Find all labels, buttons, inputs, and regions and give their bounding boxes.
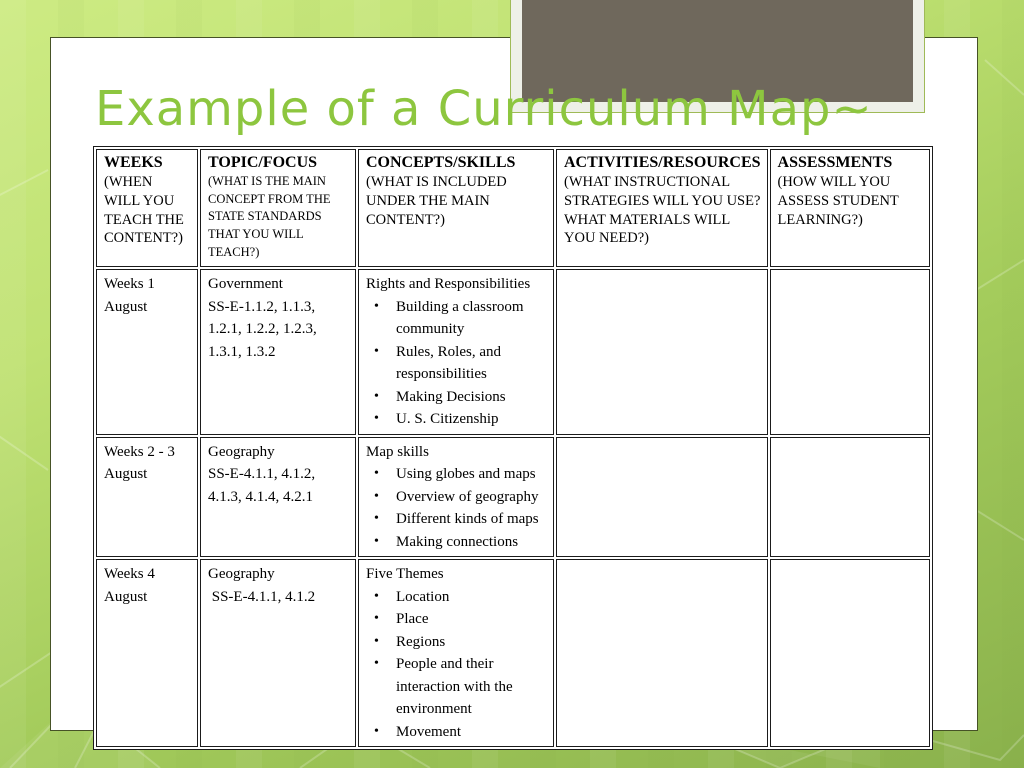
bullet-item [366,608,547,631]
header-subtitle: (HOW WILL YOU ASSESS STUDENT LEARNING?) [777,173,903,228]
bullet-dot-icon: • [374,343,379,359]
cell-activities [556,437,768,558]
bullet-text: Overview of geography [396,488,539,505]
bullet-text: Location [396,588,450,605]
cell-assessments [770,559,930,747]
topic-line: SS-E-1.1.2, 1.1.3, [208,298,316,315]
topic-line: SS-E-4.1.1, 4.1.2, [208,466,316,482]
header-cell-concepts-skills [358,149,554,267]
bullet-dot-icon: • [374,411,379,426]
table-row-weeks-4 [96,559,930,747]
concepts-heading: Map skills [366,443,429,460]
cell-weeks [96,437,198,558]
header-subtitle: (WHAT INSTRUCTIONAL STRATEGIES WILL YOU USE? WHAT MATERIALS WILL YOU NEED?) [564,173,768,247]
weeks-line: Weeks 2 - 3 [104,443,175,460]
header-cell-assessments [770,149,930,267]
cell-activities [556,559,768,747]
weeks-line: Weeks 1 [104,276,155,292]
table-row-weeks-2-3 [96,437,930,558]
cell-topic [200,269,356,435]
weeks-line: Weeks 4 [104,566,155,582]
header-title: ACTIVITIES/RESOURCES [564,154,761,171]
cell-weeks [96,559,198,747]
header-title: ASSESSMENTS [777,154,893,171]
header-title: CONCEPTS/SKILLS [366,154,516,171]
bullet-item [366,408,547,431]
bullet-dot-icon: • [374,298,379,314]
presentation-slide [50,37,978,740]
bullet-item [366,531,547,554]
bullet-text: Different kinds of maps [396,511,539,527]
bullet-dot-icon: • [374,511,379,526]
bullet-dot-icon: • [374,723,379,739]
bullet-dot-icon: • [374,388,379,404]
bullet-text: Building a classroom community [396,298,524,337]
bullet-text: Making Decisions [396,388,506,405]
topic-line: SS-E-4.1.1, 4.1.2 [208,588,316,605]
bullet-dot-icon: • [374,656,379,671]
bullet-item [366,486,547,509]
bullet-item [366,386,547,409]
topic-line: 1.2.1, 1.2.2, 1.2.3, [208,321,317,337]
bullet-text: Rules, Roles, and responsibilities [396,343,501,382]
header-subtitle: (WHEN WILL YOU TEACH THE CONTENT?) [104,173,188,247]
header-subtitle: (WHAT IS THE MAIN CONCEPT FROM THE STATE STANDARDS THAT YOU WILL TEACH?) [208,173,334,259]
bullet-text: Using globes and maps [396,466,536,482]
cell-assessments [770,437,930,558]
bullet-item [366,341,547,386]
curriculum-map-table [93,146,933,750]
cell-activities [556,269,768,435]
topic-line: 1.3.1, 1.3.2 [208,343,276,360]
bullet-dot-icon: • [374,611,379,626]
cell-assessments [770,269,930,435]
bullet-dot-icon: • [374,488,379,504]
topic-line: 4.1.3, 4.1.4, 4.2.1 [208,488,313,505]
topic-line: Government [208,276,283,292]
bullet-item [366,721,547,744]
cell-weeks [96,269,198,435]
bullet-text: People and their interaction with the environment [396,656,513,717]
slide-title: Example of a Curriculum Map~ [95,81,873,137]
bullet-text: Movement [396,723,461,740]
header-subtitle: (WHAT IS INCLUDED UNDER THE MAIN CONTENT?) [366,173,511,228]
cell-topic [200,437,356,558]
header-title: WEEKS [104,154,163,171]
cell-concepts [358,559,554,747]
bullet-dot-icon: • [374,466,379,481]
topic-line: Geography [208,443,275,460]
bullet-item [366,586,547,609]
bullet-item [366,296,547,341]
header-cell-activities-resources [556,149,768,267]
bullet-dot-icon: • [374,533,379,549]
cell-concepts [358,437,554,558]
bullet-item [366,631,547,654]
header-cell-topic-focus [200,149,356,267]
bullet-text: U. S. Citizenship [396,411,499,427]
weeks-line: August [104,588,148,605]
bullet-item [366,653,547,721]
bullet-item [366,463,547,486]
table-row-weeks-1 [96,269,930,435]
bullet-dot-icon: • [374,588,379,604]
header-cell-weeks [96,149,198,267]
weeks-line: August [104,466,148,482]
bullet-text: Place [396,611,429,627]
weeks-line: August [104,298,148,315]
concepts-heading: Rights and Responsibilities [366,276,531,292]
cell-topic [200,559,356,747]
cell-concepts [358,269,554,435]
bullet-dot-icon: • [374,633,379,649]
header-title: TOPIC/FOCUS [208,154,318,171]
bullet-item [366,508,547,531]
bullet-text: Regions [396,633,446,650]
bullet-text: Making connections [396,533,519,550]
topic-line: Geography [208,566,275,582]
table-header-row [96,149,930,267]
concepts-heading: Five Themes [366,566,444,582]
